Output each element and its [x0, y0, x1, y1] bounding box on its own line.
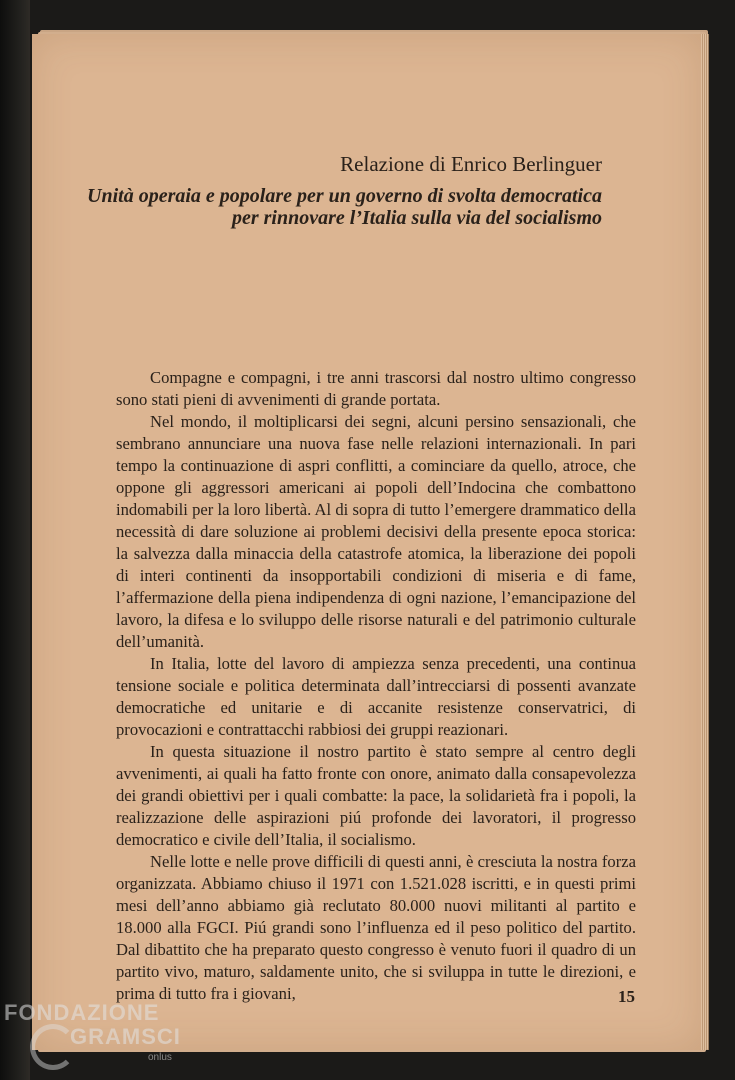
subtitle-line-1: Unità operaia e popolare per un governo di svolta democratica — [87, 185, 602, 207]
watermark-line-3: onlus — [148, 1052, 172, 1063]
document-header — [42, 151, 602, 229]
page-number: 15 — [618, 987, 635, 1006]
document-page — [32, 34, 702, 1050]
scan-border — [0, 0, 30, 1080]
paragraph-5: Nelle lotte e nelle prove difficili di questi anni, è cresciuta la nostra forza organizzata. Abbiamo chiuso il 1971 con 1.521.028 iscritti, e in questi primi mesi dell’anno abbiamo già reclutato 80.000 nuovi militanti al partito e 18.000 alla FGCI. Piú grandi sono l’influenza ed il peso politico del partito. Dal dibattito che ha preparato questo congresso è venuto fuori il quadro di un partito vivo, maturo, saldamente unito, che si sviluppa in tutte le direzioni, e prima di tutto fra i giovani, — [116, 852, 636, 1003]
paragraph-1: Compagne e compagni, i tre anni trascorsi dal nostro ultimo congresso sono stati pieni di avvenimenti di grande portata. — [116, 368, 636, 409]
paragraph-4: In questa situazione il nostro partito è stato sempre al centro degli avvenimenti, ai quali ha fatto fronte con onore, animato dalla consapevolezza dei grandi obiettivi per i quali combatte: la pace, la solidarietà fra i popoli, la realizzazione delle aspirazioni piú profonde dei lavoratori, il progresso democratico e civile dell’Italia, il socialismo. — [116, 742, 636, 849]
paragraph-3: In Italia, lotte del lavoro di ampiezza senza precedenti, una continua tensione sociale e politica determinata dall’intrecciarsi di possenti avanzate democratiche ed unitarie e di accanite resistenze conservatrici, di provocazioni e contrattacchi rabbiosi dei gruppi reazionari. — [116, 654, 636, 739]
page-edges — [701, 34, 709, 1050]
watermark-line-1: FONDAZIONE — [4, 1000, 160, 1025]
watermark-line-2: GRAMSCI — [70, 1024, 181, 1049]
subtitle-line-2: per rinnovare l’Italia sulla via del socialismo — [231, 207, 602, 229]
author-heading: Relazione di Enrico Berlinguer — [340, 152, 602, 176]
paragraph-2: Nel mondo, il moltiplicarsi dei segni, alcuni persino sensazionali, che sembrano annunciare una nuova fase nelle relazioni internazionali. In pari tempo la continuazione di aspri conflitti, a cominciare da quello, atroce, che oppone gli aggressori americani ai popoli dell’Indocina che combattono indomabili per la loro libertà. Al di sopra di tutto l’emergere drammatico della necessità di dare soluzione ai problemi decisivi della presente epoca storica: la salvezza dalla minaccia della catastrofe atomica, la liberazione dei popoli di interi continenti da insopportabili condizioni di miseria e di fame, l’affermazione della piena indipendenza di ogni nazione, l’emancipazione del lavoro, la difesa e lo sviluppo delle risorse naturali e del patrimonio culturale dell’umanità. — [116, 412, 636, 651]
fondazione-gramsci-watermark — [4, 1000, 194, 1080]
document-body — [116, 367, 636, 1005]
document-subtitle — [42, 185, 602, 229]
